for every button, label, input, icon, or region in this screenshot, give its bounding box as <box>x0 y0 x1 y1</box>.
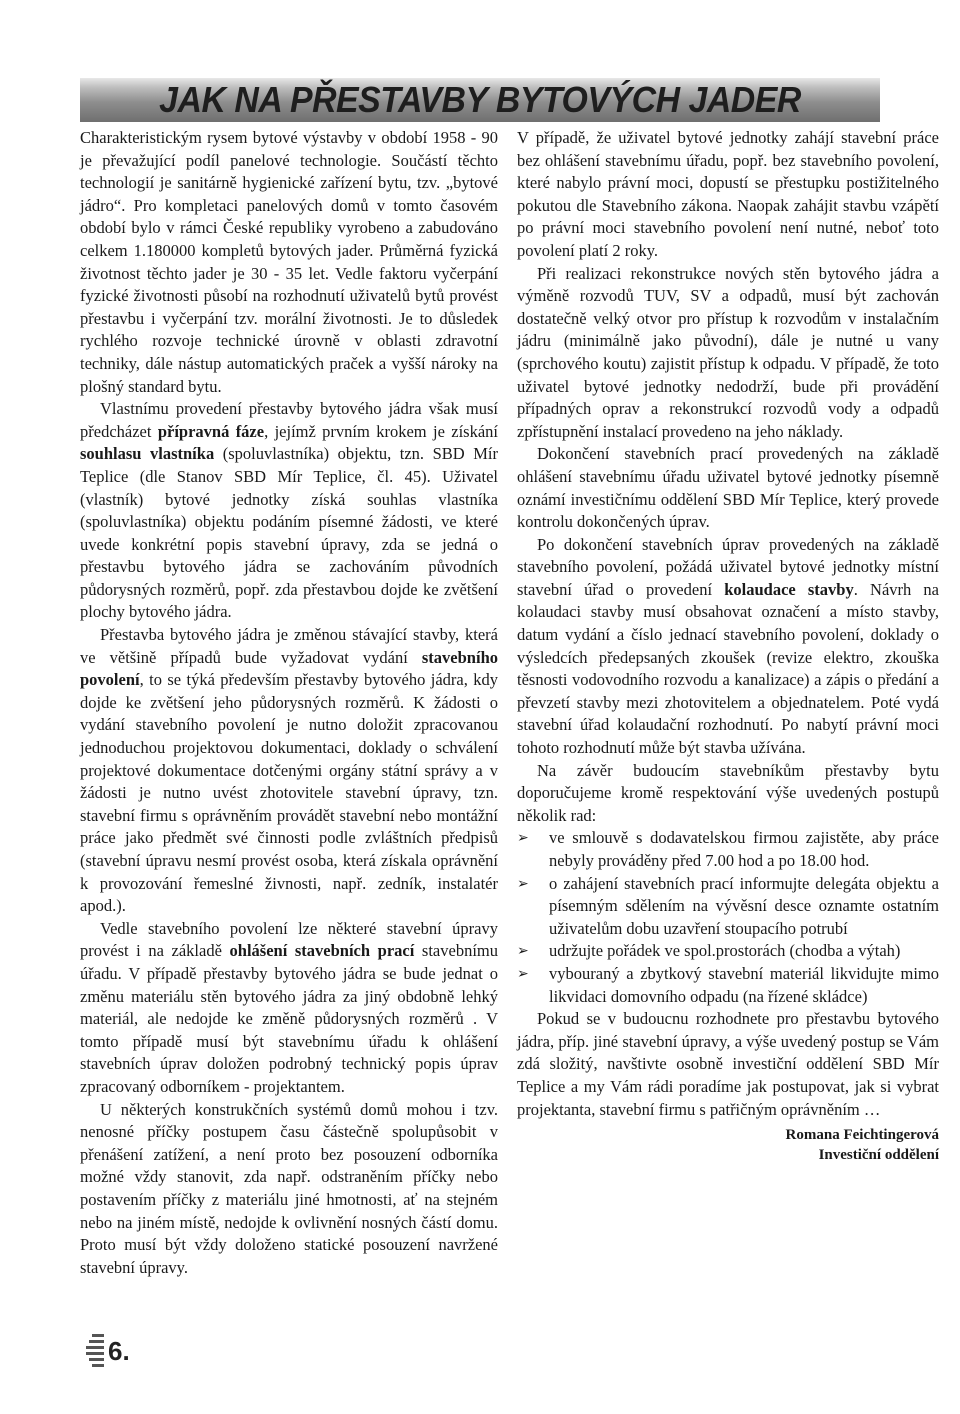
paragraph: Pokud se v budoucnu rozhodnete pro přestavbu bytového jádra, příp. jiné stavební úpravy, a výše uvedený postup se Vám zdá složitý, navštivte osobně investiční oddělení SBD Mír Teplice a my Vám rádi poradíme jak postupovat, jak si vybrat projektanta, stavební firmu s patřičným oprávněním … <box>517 1009 939 1119</box>
page-title: JAK NA PŘESTAVBY BYTOVÝCH JADER <box>159 79 801 120</box>
paragraph <box>80 918 498 1099</box>
title-banner <box>80 78 880 122</box>
paragraph: Na závěr budoucím stavebníkům přestavby bytu doporučujeme kromě respektování výše uvedených postupů několik rad: <box>517 760 939 825</box>
bold-term: ohlášení stavebních prací <box>229 941 415 961</box>
bold-term: souhlasu vlastníka <box>80 444 215 464</box>
text-run: stavebnímu úřadu. V případě přestavby bytového jádra se bude jednat o změnu materiálu stěn bytového jádra za jiný obdobně lehký materiál, ale nedojde ke změně půdorysných rozměrů . V tomto případě musí být stavebnímu úřadu k ohlášení stavebních úprav doložen podrobný technický popis úprav zpracovaný odborníkem - projektantem. <box>80 941 498 1096</box>
list-item <box>517 827 939 872</box>
paragraph: U některých konstrukčních systémů domů mohou i tzv. nenosné příčky postupem času částečně spolupůsobit v přenášení zatížení, a není proto bez posouzení odborníka možné vždy stanovit, zda např. odstraněním příčky nebo postavením příčky z materiálu jiné hmotnosti, ať na stejném nebo na jiném místě, nedojde k ovlivnění nosných částí domu. Proto musí být vždy doloženo statické posouzení navržené stavební úpravy. <box>80 1099 498 1277</box>
list-item-text: udržujte pořádek ve spol.prostorách (chodba a výtah) <box>549 941 901 961</box>
paragraph: Charakteristickým rysem bytové výstavby v období 1958 - 90 je převažující podíl panelové technologie. Součástí těchto technologií je sanitárně hygienické zařízení bytu, tzv. „bytové jádro“. Pro kompletaci panelových domů v tomto časovém období bylo v rámci České republiky vyrobeno a zabudováno celkem 1.180000 kompletů bytových jader. Průměrná fyzická životnost těchto jader je 30 - 35 let. Vedle faktoru vyčerpání fyzické životnosti působí na rozhodnutí uživatelů bytů provést přestavbu i vyčerpání tzv. morální životnosti. Je to důsledek rychlého rozvoje technické úrovně v oblasti zdravotní techniky, dále nástup automatických praček a vyšší nároky na plošný standard bytu. <box>80 128 498 396</box>
list-item <box>517 963 939 1008</box>
text-run: Vedle stavebního povolení lze některé stavební úpravy provést i na základě <box>80 918 498 961</box>
list-item-text: o zahájení stavebních prací informujte delegáta objektu a písemným sdělením na vývěsní desce oznamte ostatním uživatelům dobu uzavření stoupacího potrubí <box>549 873 939 938</box>
paragraph <box>80 624 498 918</box>
page-number-block <box>82 1332 162 1372</box>
list-item-text: vybouraný a zbytkový stavební materiál likvidujte mimo likvidaci domovního odpadu (na řízené skládce) <box>549 963 939 1006</box>
paragraph: Dokončení stavebních prací provedených na základě ohlášení stavebnímu úřadu uživatel bytové jednotky písemně oznámí investičnímu oddělení SBD Mír Teplice, který provede kontrolu dokončených úprav. <box>517 444 939 532</box>
author-name: Romana Feichtingerová <box>785 1127 939 1144</box>
text-run: Vlastnímu provedení přestavby bytového jádra však musí předcházet <box>80 399 498 441</box>
bold-term: kolaudace stavby <box>724 579 854 599</box>
page-number: 6. <box>108 1336 130 1366</box>
bold-term: přípravná fáze <box>157 421 265 441</box>
text-run: , jejímž prvním krokem je získání <box>264 421 498 441</box>
list-item-text: ve smlouvě s dodavatelskou firmou zajistěte, aby práce nebyly prováděny před 7.00 hod a po 18.00 hod. <box>549 828 939 870</box>
arrow-bullet-icon: ➢ <box>517 965 529 982</box>
list-item <box>517 940 939 963</box>
page-stripes-icon <box>82 1332 108 1372</box>
text-run: (spoluvlastníka) objektu, tzn. SBD Mír Teplice (dle Stanov SBD Mír Teplice, čl. 45). Uživatel (vlastník) bytové jednotky získá souhlas vlastníka (spoluvlastníka) objektu podáním písemné žádosti, ve které uvede konkrétní popis stavební úpravy, zda se jedná o přestavbu bytového jádra se zachováním původních půdorysných rozměrů, popř. zda přestavbou dojde ke zvětšení plochy bytového jádra. <box>80 444 498 622</box>
paragraph <box>80 398 498 624</box>
bold-term: stavebního povolení <box>80 647 498 690</box>
list-item <box>517 873 939 941</box>
paragraph: V případě, že uživatel bytové jednotky zahájí stavební práce bez ohlášení stavebnímu úřadu, popř. bez stavebního povolení, které nabylo právní moci, dopustí se přestupku postižitelného pokutou dle Stavebního zákona. Naopak zahájit stavbu vzápětí po právní moci stavebního povolení není nutné, neboť toto povolení platí 2 roky. <box>517 128 939 260</box>
paragraph <box>517 534 939 760</box>
right-column <box>517 127 939 1165</box>
text-run: Po dokončení stavebních úprav provedených na základě stavebního povolení, požádá uživatel bytové jednotky místní stavební úřad o provedení <box>517 534 939 599</box>
text-run: . Návrh na kolaudaci stavby musí obsahovat označení a místo stavby, datum vydání a číslo jednací stavebního povolení, doklady o výsledcích předepsaných zkoušek (revize elektro, zkouška těsnosti vodovodního rozvodu a kanalizace) a zápis o předání a převzetí stavby mezi zhotovitelem a objednatelem. Poté vydá stavební úřad kolaudační rozhodnutí. Po nabytí právní moci tohoto rozhodnutí může být stavba užívána. <box>517 579 940 758</box>
arrow-bullet-icon: ➢ <box>517 830 529 847</box>
author-department: Investiční oddělení <box>818 1147 939 1164</box>
left-column <box>80 127 498 1279</box>
author-signature <box>517 1125 939 1165</box>
arrow-bullet-icon: ➢ <box>517 943 529 960</box>
paragraph: Při realizaci rekonstrukce nových stěn bytového jádra a výměně rozvodů TUV, SV a odpadů, musí být zachován dostatečně velký otvor pro přístup k rozvodům v instalačním jádru (minimálně jako původní), dále je nutné u vany (sprchového koutu) zajistit přístup k odpadu. V případě, že toto uživatel bytové jednotky nedodrží, bude při provádění případných oprav a rekonstrukcí rozvodů vody a odpadů zpřístupnění instalací provedeno na jeho náklady. <box>517 263 939 441</box>
text-run: Přestavba bytového jádra je změnou stávající stavby, která ve většině případů bude vyžadovat vydání <box>80 625 498 667</box>
text-run: , to se týká především přestavby bytového jádra, kdy dojde ke zvětšení jeho půdorysných rozměrů. K žádosti o vydání stavebního povolení je nutno doložit zpracovanou jednoduchou projektovou dokumentaci, doklady o schválení projektové dokumentace dotčenými orgány státní správy a v žádosti je nutno uvést zhotovitele stavební úpravy, tzn. stavební firmu s oprávněním provádět stavební nebo montážní práce jako předmět své činnosti podle zvláštních předpisů (stavební úpravu nesmí provést osoba, která získala oprávnění k provozování řemeslné živnosti, např. zedník, instalatér apod.). <box>80 670 498 916</box>
arrow-bullet-icon: ➢ <box>517 875 529 892</box>
